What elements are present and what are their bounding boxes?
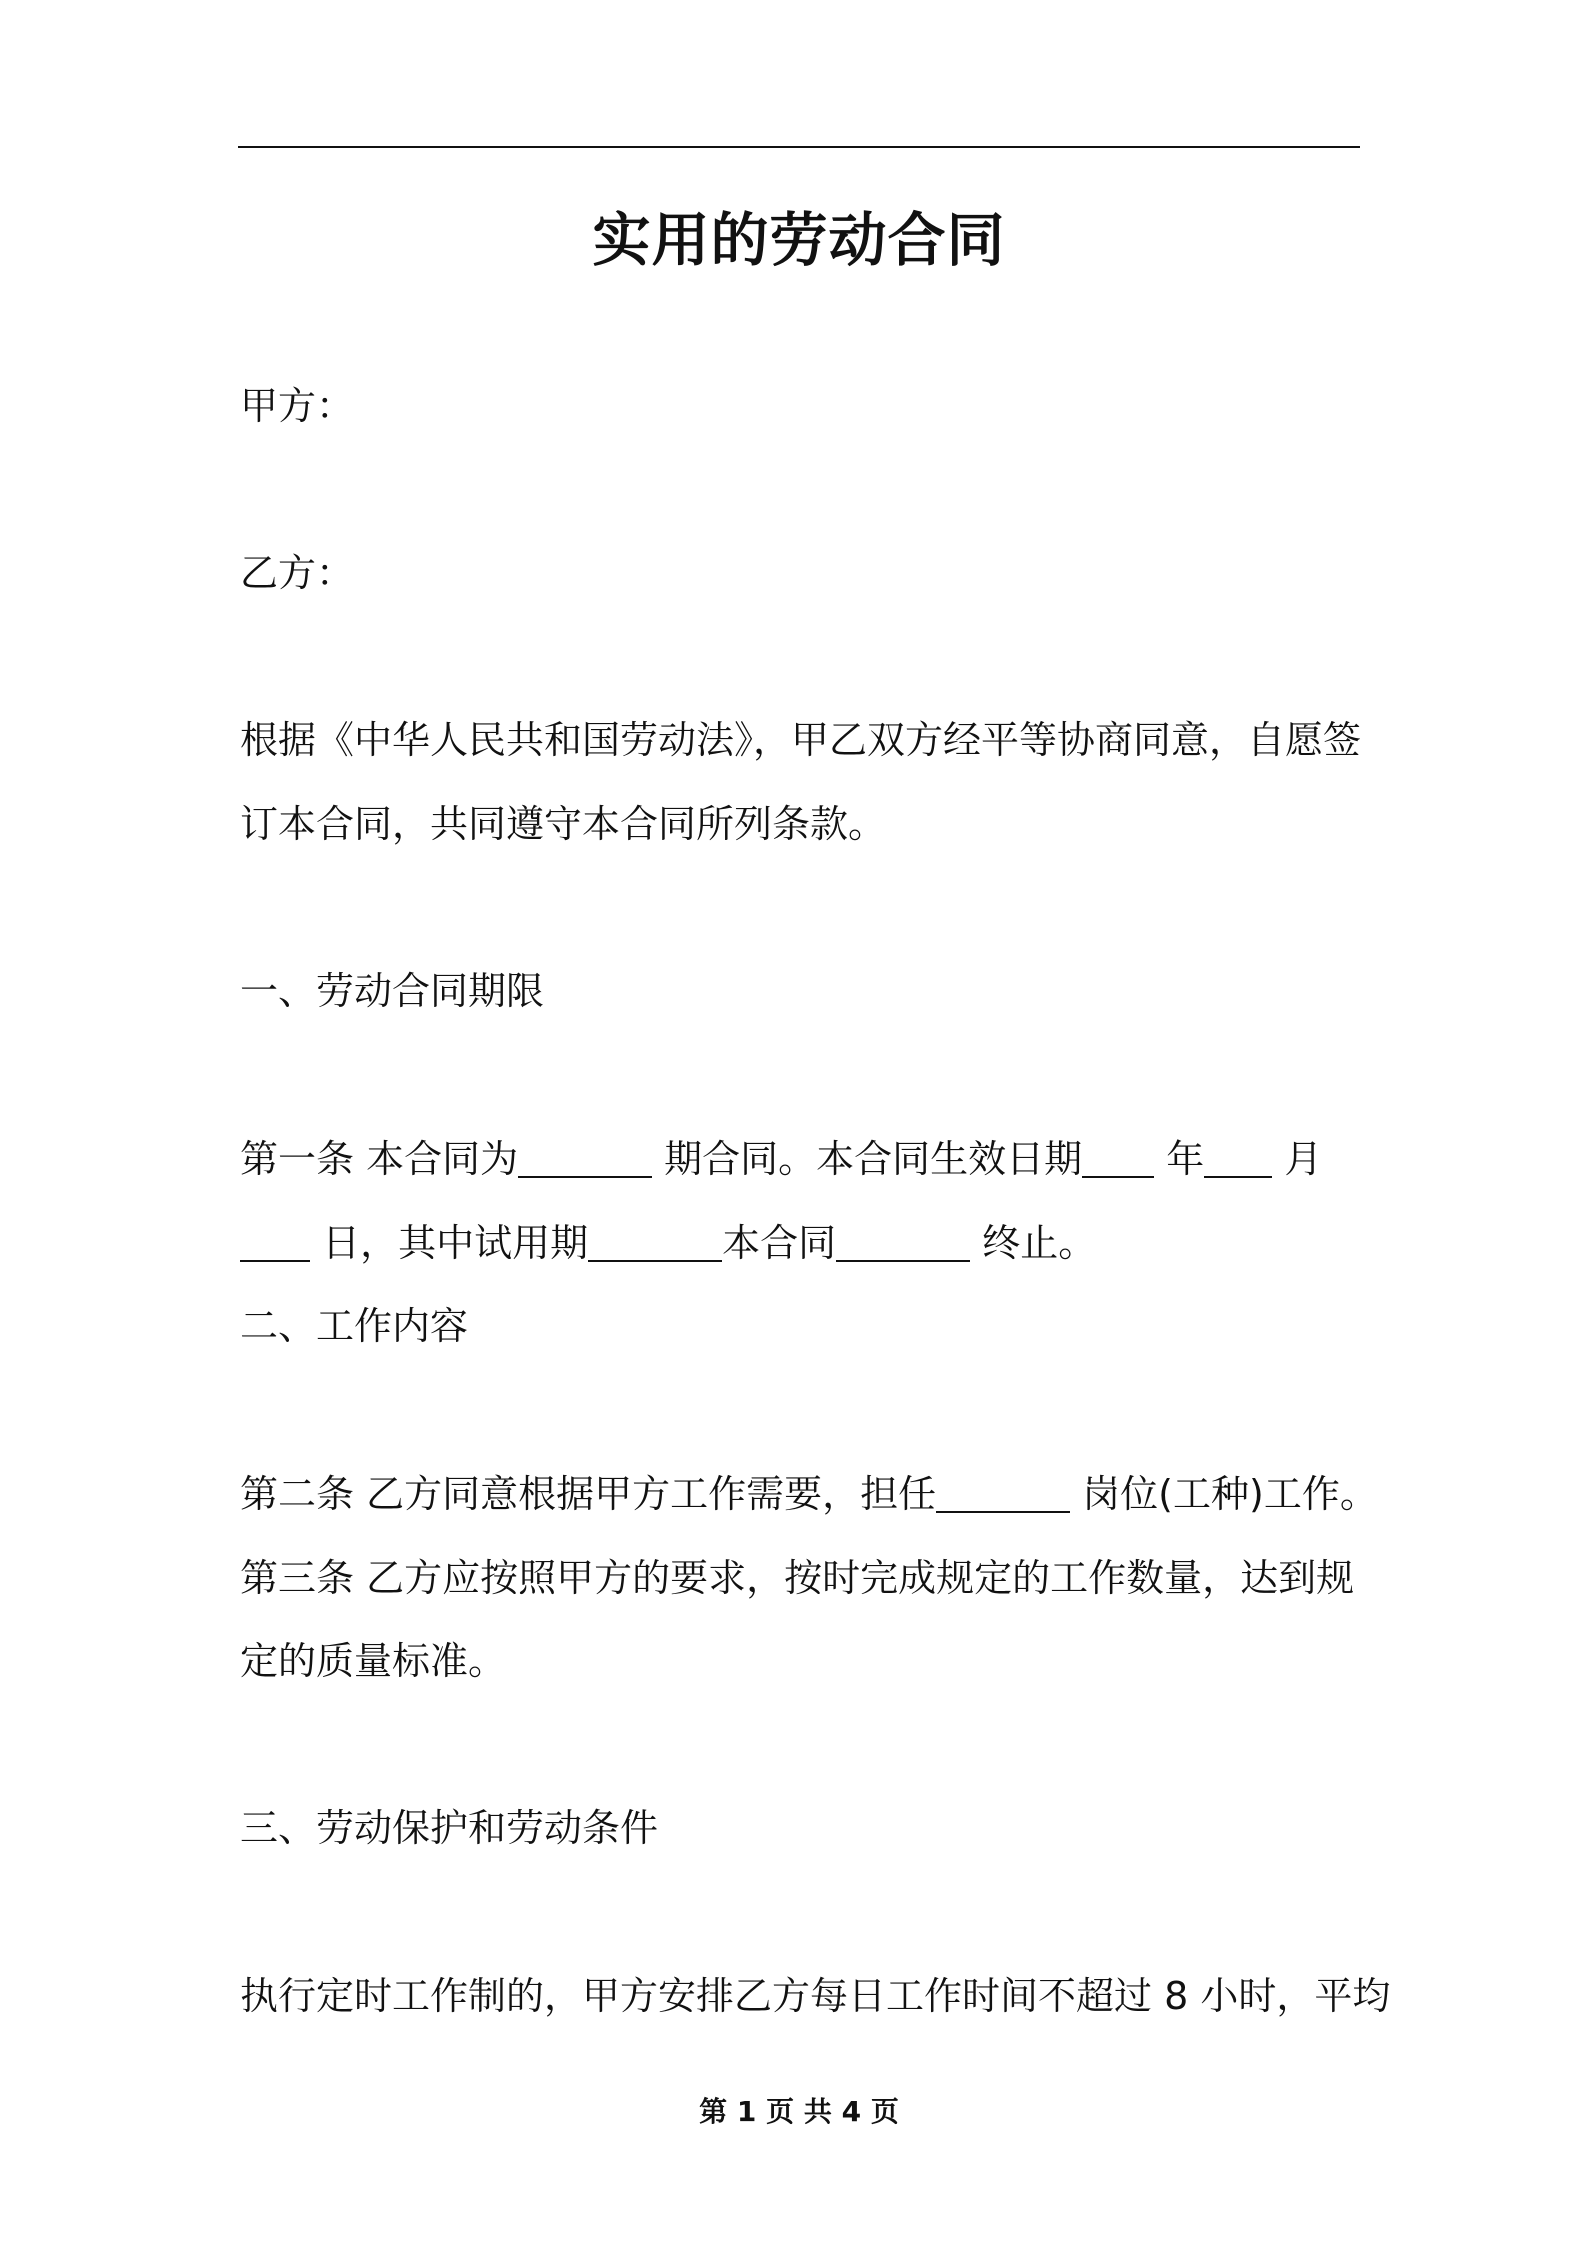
party-b-line: 乙方：: [240, 551, 355, 595]
effective-month-blank[interactable]: [1204, 1136, 1272, 1178]
article-1-text-2: 期合同。本合同生效日期: [652, 1137, 1083, 1181]
article-1-text-4: 月: [1272, 1137, 1323, 1181]
intro-line-1: 根据《中华人民共和国劳动法》，甲乙双方经平等协商同意，自愿签: [240, 718, 1362, 762]
effective-day-blank[interactable]: [240, 1220, 310, 1262]
termination-date-blank[interactable]: [836, 1220, 970, 1262]
article-1-text-5: 日，其中试用期: [310, 1221, 589, 1265]
probation-period-blank[interactable]: [588, 1220, 722, 1262]
section-1-heading: 一、劳动合同期限: [240, 969, 545, 1013]
article-1-line-2: [240, 1215, 1362, 1271]
working-hours-line: 执行定时工作制的，甲方安排乙方每日工作时间不超过 8 小时，平均: [240, 1974, 1391, 2018]
article-3-line-1: 第三条 乙方应按照甲方的要求，按时完成规定的工作数量，达到规: [240, 1556, 1355, 1600]
header-rule: [238, 146, 1360, 148]
article-2-text-1: 第二条 乙方同意根据甲方工作需要，担任: [240, 1472, 937, 1516]
article-1-text-3: 年: [1154, 1137, 1205, 1181]
section-3-heading: 三、劳动保护和劳动条件: [240, 1806, 659, 1850]
article-1-text-7: 终止。: [970, 1221, 1097, 1265]
article-2-line: [240, 1466, 1378, 1522]
article-3-line-2: 定的质量标准。: [240, 1639, 507, 1683]
section-2-heading: 二、工作内容: [240, 1304, 469, 1348]
article-1-text-1: 第一条 本合同为: [240, 1137, 519, 1181]
party-a-line: 甲方：: [240, 384, 355, 428]
article-1-line-1: [240, 1131, 1362, 1187]
position-blank[interactable]: [936, 1471, 1070, 1513]
article-2-text-2: 岗位(工种)工作。: [1070, 1472, 1378, 1516]
contract-term-blank[interactable]: [518, 1136, 652, 1178]
page-footer: 第 1 页 共 4 页: [699, 2095, 899, 2128]
effective-year-blank[interactable]: [1082, 1136, 1154, 1178]
article-1-text-6: 本合同: [722, 1221, 837, 1265]
document-title: 实用的劳动合同: [592, 206, 1006, 274]
intro-line-2: 订本合同，共同遵守本合同所列条款。: [240, 802, 887, 846]
